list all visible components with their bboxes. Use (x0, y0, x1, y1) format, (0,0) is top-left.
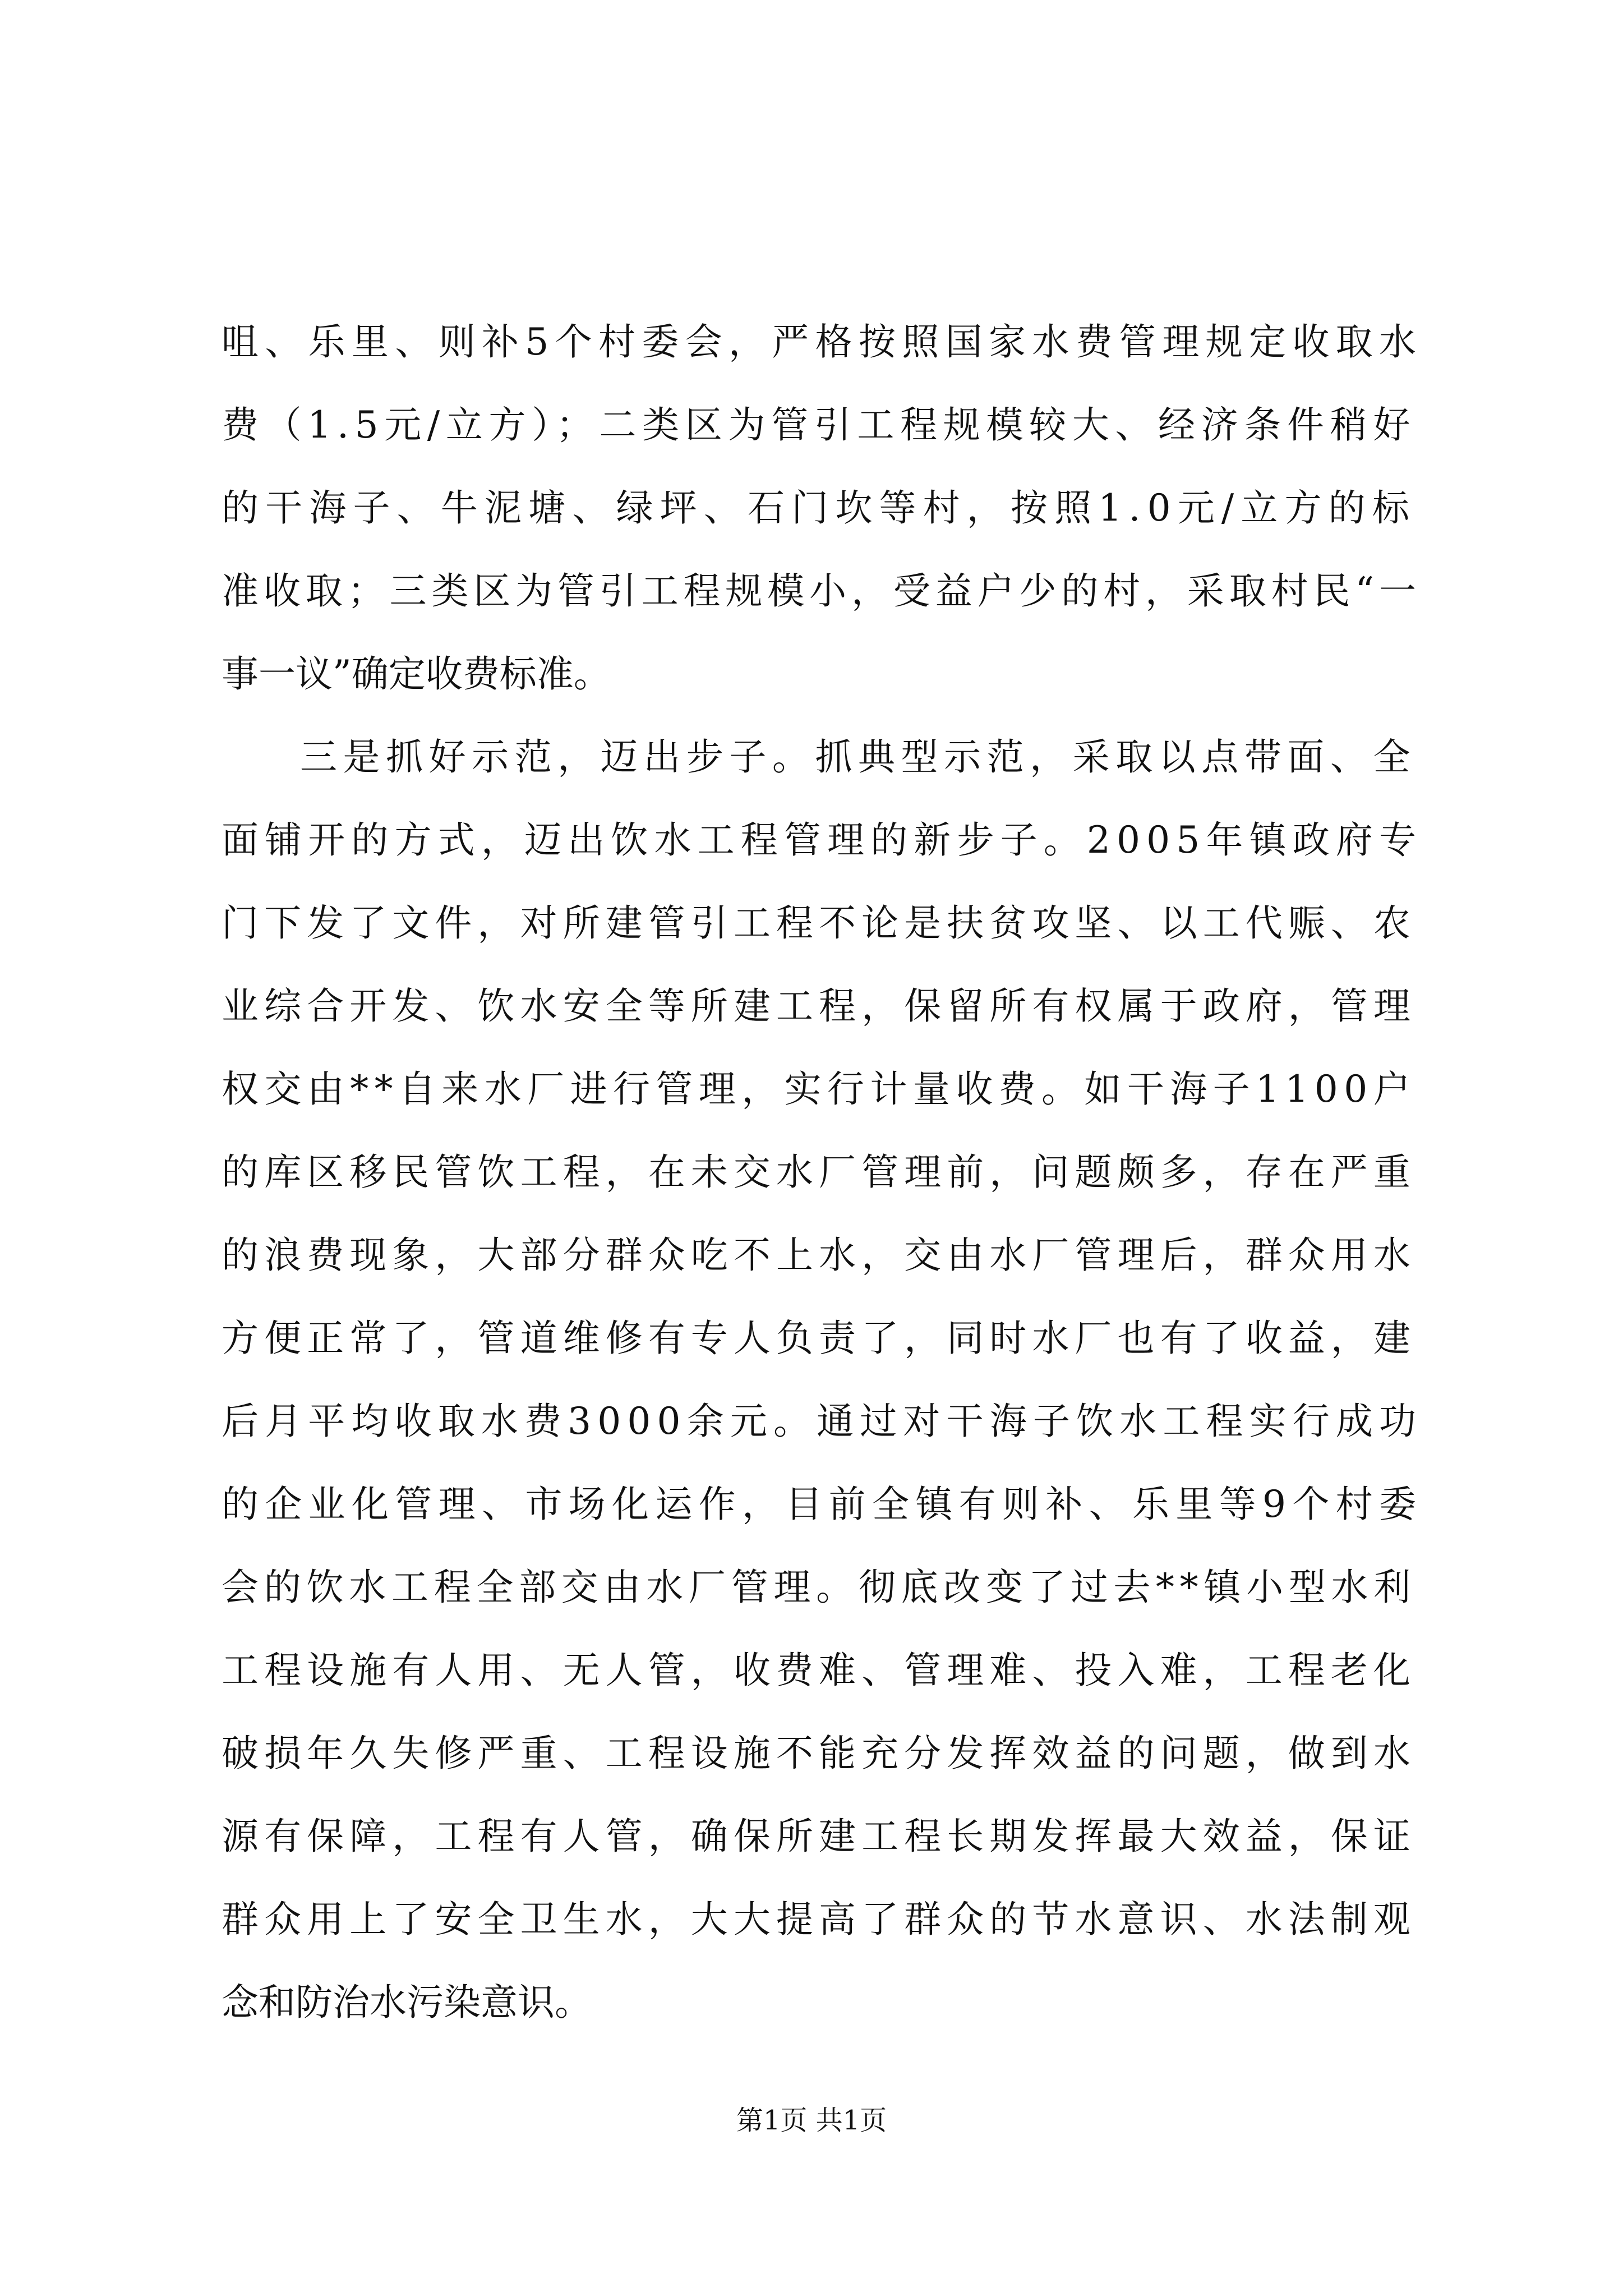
page-number-footer: 第1页 共1页 (736, 2105, 887, 2136)
document-page: 咀、乐里、则补5个村委会，严格按照国家水费管理规定收取水 费（1.5元/立方）；二类区为管引工程规模较大、经济条件稍好 的干海子、牛泥塘、绿坪、石门坎等村，按照1.0元/立方的标 准收取；三类区为管引工程规模小，受益户少的村，采取村民“一 事一议”确定收费标准。 三是抓好示范，迈出步子。抓典型示范，采取以点带面、全 面铺开的方式，迈出饮水工程管理的新步子。2005年镇政府专 门下发了文件，对所建管引工程不论是扶贫攻坚、以工代赈、农 业综合开发、饮水安全等所建工程，保留所有权属于政府，管理 权交由**自来水厂进行管理，实行计量收费。如干海子1100户 的库区移民管饮工程，在未交水厂管理前，问题颇多，存在严重 的浪费现象，大部分群众吃不上水，交由水厂管理后，群众用水 方便正常了，管道维修有专人负责了，同时水厂也有了收益，建 后月平均收取水费3000余元。通过对干海子饮水工程实行成功 的企业化管理、市场化运作，目前全镇有则补、乐里等9个村委 会的饮水工程全部交由水厂管理。彻底改变了过去**镇小型水利 工程设施有人用、无人管，收费难、管理难、投入难，工程老化 破损年久失修严重、工程设施不能充分发挥效益的问题，做到水 源有保障，工程有人管，确保所建工程长期发挥最大效益，保证 群众用上了安全卫生水，大大提高了群众的节水意识、水法制观 念和防治水污染意识。 第1页 共1页 (0, 0, 1623, 2296)
